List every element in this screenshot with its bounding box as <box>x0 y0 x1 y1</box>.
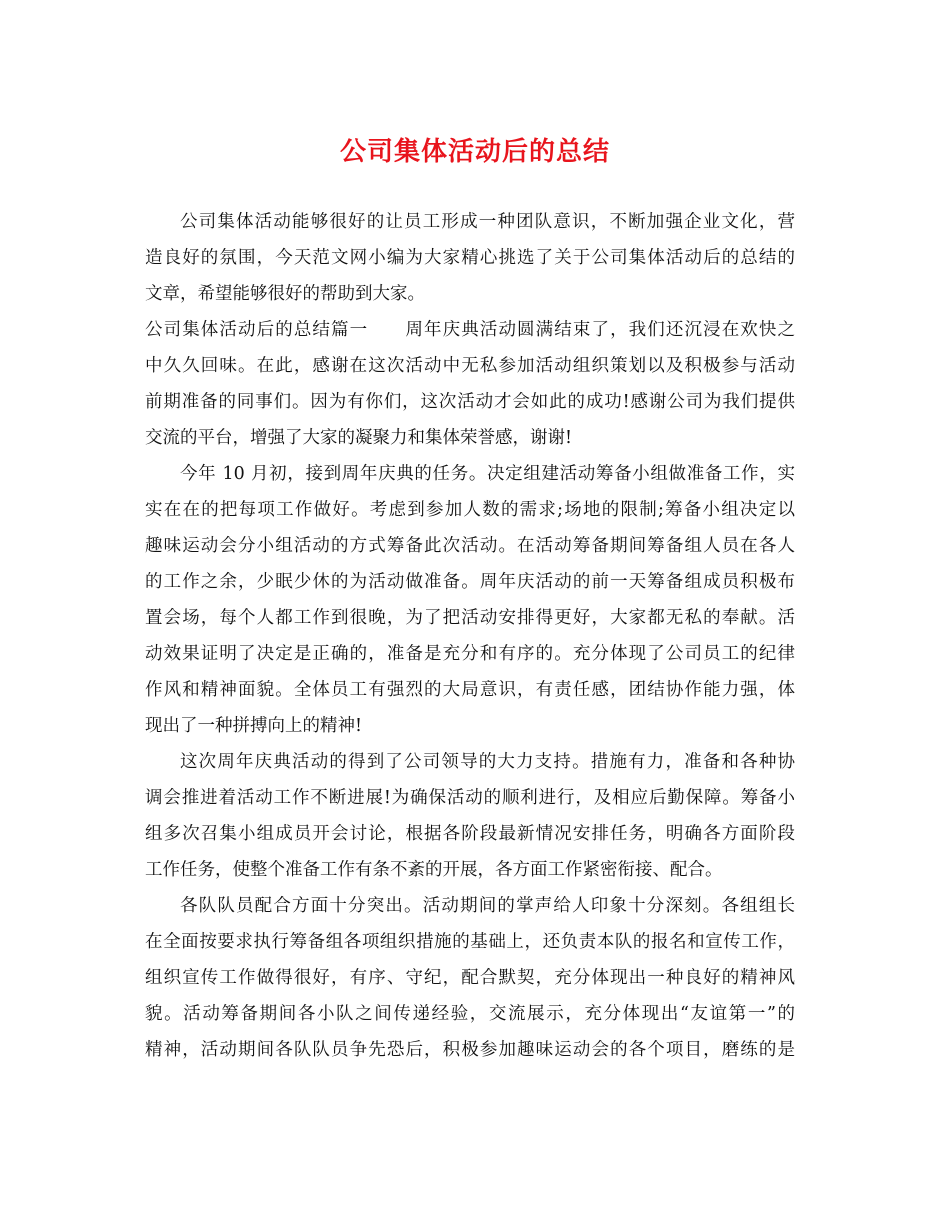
text-line: 组织宣传工作做得很好，有序、守纪，配合默契，充分体现出一种良好的精神风 <box>145 968 795 988</box>
text-line: 这次周年庆典活动的得到了公司领导的大力支持。措施有力，准备和各种协 <box>180 752 795 772</box>
text-line: 精神，活动期间各队队员争先恐后，积极参加趣味运动会的各个项目，磨练的是 <box>145 1040 795 1060</box>
text-line: 动效果证明了决定是正确的，准备是充分和有序的。充分体现了公司员工的纪律 <box>145 644 795 664</box>
text-line: 工作任务，使整个准备工作有条不紊的开展，各方面工作紧密衔接、配合。 <box>145 860 723 880</box>
text-line: 趣味运动会分小组活动的方式筹备此次活动。在活动筹备期间筹备组人员在各人 <box>145 536 795 556</box>
text-line: 文章，希望能够很好的帮助到大家。 <box>145 284 425 304</box>
text-line: 作风和精神面貌。全体员工有强烈的大局意识，有责任感，团结协作能力强，体 <box>145 680 795 700</box>
paragraph <box>145 204 795 312</box>
text-line: 现出了一种拼搏向上的精神! <box>145 716 363 736</box>
text-line: 公司集体活动后的总结篇一 周年庆典活动圆满结束了，我们还沉浸在欢快之 <box>145 320 795 340</box>
text-line: 公司集体活动能够很好的让员工形成一种团队意识，不断加强企业文化，营 <box>180 212 795 232</box>
text-line: 各队队员配合方面十分突出。活动期间的掌声给人印象十分深刻。各组组长 <box>180 896 795 916</box>
text-line: 在全面按要求执行筹备组各项组织措施的基础上，还负责本队的报名和宣传工作， <box>145 932 795 952</box>
text-line: 中久久回味。在此，感谢在这次活动中无私参加活动组织策划以及积极参与活动 <box>145 356 795 376</box>
document-title: 公司集体活动后的总结 <box>339 137 610 167</box>
text-line: 今年 10 月初，接到周年庆典的任务。决定组建活动筹备小组做准备工作，实 <box>180 464 795 484</box>
paragraph <box>145 744 795 888</box>
text-line: 貌。活动筹备期间各小队之间传递经验，交流展示，充分体现出“友谊第一”的 <box>145 1004 795 1024</box>
text-line: 置会场，每个人都工作到很晚，为了把活动安排得更好，大家都无私的奉献。活 <box>145 608 795 628</box>
text-line: 实在在的把每项工作做好。考虑到参加人数的需求;场地的限制;筹备小组决定以 <box>145 500 795 520</box>
text-line: 的工作之余，少眠少休的为活动做准备。周年庆活动的前一天筹备组成员积极布 <box>145 572 795 592</box>
text-line: 交流的平台，增强了大家的凝聚力和集体荣誉感，谢谢! <box>145 428 573 448</box>
text-line: 造良好的氛围，今天范文网小编为大家精心挑选了关于公司集体活动后的总结的 <box>145 248 795 268</box>
paragraph <box>145 312 795 456</box>
text-line: 调会推进着活动工作不断进展!为确保活动的顺利进行，及相应后勤保障。筹备小 <box>145 788 795 808</box>
paragraph <box>145 888 795 1068</box>
text-line: 前期准备的同事们。因为有你们，这次活动才会如此的成功!感谢公司为我们提供 <box>145 392 795 412</box>
paragraph <box>145 456 795 744</box>
text-line: 组多次召集小组成员开会讨论，根据各阶段最新情况安排任务，明确各方面阶段 <box>145 824 795 844</box>
document-body <box>145 204 795 1068</box>
